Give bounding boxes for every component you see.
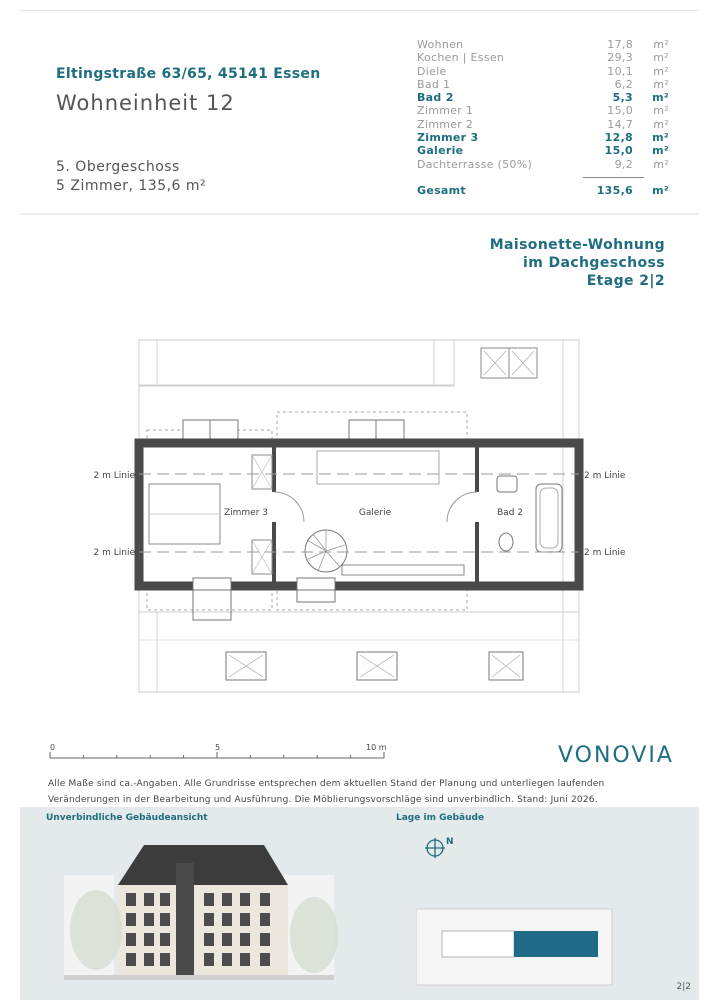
- area-total-unit: m²: [652, 184, 669, 197]
- two-meter-label-left-bottom: 2 m Linie: [93, 548, 135, 558]
- facade-window: [240, 893, 250, 906]
- area-name: Zimmer 1: [417, 104, 474, 118]
- room-label-bad2: Bad 2: [497, 508, 523, 518]
- area-unit: m²: [653, 117, 669, 131]
- area-row: [417, 158, 669, 171]
- railing: [342, 565, 464, 575]
- scale-label-10: 10 m: [366, 743, 387, 752]
- closet-cross: [252, 455, 272, 489]
- facade-window: [160, 933, 170, 946]
- area-value: 14,7: [607, 117, 633, 131]
- facade-window: [160, 893, 170, 906]
- area-value: 9,2: [614, 157, 633, 171]
- page-number: 2|2: [676, 982, 691, 992]
- facade-window: [160, 953, 170, 966]
- facade-window: [126, 933, 136, 946]
- area-row: [417, 38, 669, 51]
- area-unit: m²: [653, 51, 669, 65]
- closet-cross: [252, 540, 272, 574]
- building-illustration: [64, 835, 344, 985]
- skylight-cross: [360, 655, 394, 677]
- floor-plan-drawing: [0, 320, 719, 710]
- tree: [70, 890, 122, 970]
- facade-window: [160, 913, 170, 926]
- ground: [64, 975, 334, 980]
- area-row: [417, 65, 669, 78]
- area-total-name: Gesamt: [417, 184, 466, 197]
- total-rule: [583, 177, 644, 178]
- facade-window: [204, 933, 214, 946]
- area-unit: m²: [652, 131, 669, 145]
- facade-window: [126, 913, 136, 926]
- two-meter-label-left-top: 2 m Linie: [93, 471, 135, 481]
- window: [297, 578, 335, 590]
- location-title: Lage im Gebäude: [396, 813, 485, 823]
- window-frame: [193, 590, 231, 620]
- facade-window: [260, 913, 270, 926]
- floor-plan: [0, 320, 719, 714]
- area-name: Zimmer 2: [417, 117, 474, 131]
- bottom-panel: [20, 807, 699, 1000]
- area-unit: m²: [653, 157, 669, 171]
- window-frame: [297, 590, 335, 602]
- floor-info: [56, 158, 206, 196]
- area-value: 15,0: [604, 144, 633, 158]
- top-border: [20, 0, 699, 11]
- skylight-cross: [229, 655, 263, 677]
- area-row: [417, 144, 669, 157]
- area-value: 17,8: [607, 38, 633, 51]
- facade-window: [144, 893, 154, 906]
- maisonette-info: [490, 236, 665, 290]
- facade-window: [240, 933, 250, 946]
- area-row: [417, 91, 669, 104]
- facade-window: [260, 893, 270, 906]
- facade-window: [240, 913, 250, 926]
- area-row: [417, 78, 669, 91]
- room-label-zimmer3: Zimmer 3: [223, 508, 269, 518]
- building-view-title: Unverbindliche Gebäudeansicht: [46, 813, 208, 823]
- window: [193, 578, 231, 590]
- sink: [497, 476, 517, 492]
- facade-window: [126, 953, 136, 966]
- area-name: Kochen | Essen: [417, 51, 505, 65]
- area-unit: m²: [653, 77, 669, 91]
- unit-highlight: [514, 931, 598, 957]
- area-value: 10,1: [607, 64, 633, 78]
- scale-bar-drawing: [48, 742, 398, 766]
- area-unit: m²: [653, 64, 669, 78]
- stair-tower: [176, 863, 194, 980]
- area-row: [417, 131, 669, 144]
- scale-label-0: 0: [50, 743, 56, 752]
- facade-window: [222, 913, 232, 926]
- area-name: Bad 2: [417, 91, 454, 105]
- facade-window: [204, 913, 214, 926]
- facade-window: [144, 933, 154, 946]
- two-meter-label-right-bottom: 2 m Linie: [584, 548, 626, 558]
- scale-ticks: [50, 752, 384, 758]
- maisonette-line2: im Dachgeschoss: [523, 255, 665, 271]
- facade-window: [222, 933, 232, 946]
- north-label: N: [446, 837, 454, 847]
- room-label-galerie: Galerie: [358, 508, 392, 518]
- area-value: 6,2: [614, 77, 633, 91]
- area-unit: m²: [652, 144, 669, 158]
- scale-label-5: 5: [215, 743, 221, 752]
- maisonette-line3: Etage 2|2: [586, 273, 665, 289]
- area-row: [417, 118, 669, 131]
- area-unit: m²: [653, 104, 669, 118]
- rooms-area: 5 Zimmer, 135,6 m²: [56, 178, 207, 194]
- area-name: Bad 1: [417, 77, 451, 91]
- scale-bar: [48, 742, 398, 770]
- facade-window: [204, 893, 214, 906]
- gallery-void: [317, 451, 439, 484]
- area-value: 12,8: [604, 131, 633, 145]
- area-name: Dachterrasse (50%): [417, 157, 533, 171]
- location-diagram: [416, 907, 616, 987]
- area-total-value: 135,6: [596, 184, 633, 197]
- toilet: [499, 533, 513, 551]
- area-name: Diele: [417, 64, 447, 78]
- area-table: [417, 38, 669, 197]
- facade-window: [222, 953, 232, 966]
- header-divider: [20, 213, 699, 215]
- facade-window: [260, 933, 270, 946]
- roof-terrace-outline: [139, 340, 454, 386]
- address: Eltingstraße 63/65, 45141 Essen: [56, 66, 321, 82]
- skylight-cross: [492, 655, 520, 677]
- facade-window: [144, 913, 154, 926]
- area-unit: m²: [653, 38, 669, 51]
- roof: [118, 845, 288, 885]
- vonovia-logo: VONOVIA: [558, 743, 674, 768]
- other-unit: [442, 931, 514, 957]
- area-row: [417, 51, 669, 64]
- area-value: 29,3: [607, 51, 633, 65]
- maisonette-line1: Maisonette-Wohnung: [489, 237, 665, 253]
- facade-window: [126, 893, 136, 906]
- floor-label: 5. Obergeschoss: [56, 159, 180, 175]
- area-name: Galerie: [417, 144, 464, 158]
- facade-window: [144, 953, 154, 966]
- area-value: 15,0: [607, 104, 633, 118]
- area-total: [417, 184, 669, 197]
- tree: [290, 897, 338, 973]
- door-swing: [274, 492, 304, 522]
- two-meter-label-right-top: 2 m Linie: [584, 471, 626, 481]
- facade-window: [260, 953, 270, 966]
- disclaimer: Alle Maße sind ca.-Angaben. Alle Grundrisse entsprechen dem aktuellen Stand der Planung und unterliegen laufenden Veränderungen in der Bearbeitung und Ausführung. Die Möblierungsvorschläge sind unverbindlich. Stand: Juni 2026.: [48, 779, 605, 805]
- facade-window: [204, 953, 214, 966]
- facade-window: [222, 893, 232, 906]
- area-name: Wohnen: [417, 38, 464, 51]
- area-unit: m²: [652, 91, 669, 105]
- door-swing: [447, 492, 477, 522]
- area-row: [417, 104, 669, 117]
- facade-window: [240, 953, 250, 966]
- area-name: Zimmer 3: [417, 131, 479, 145]
- area-value: 5,3: [612, 91, 633, 105]
- unit-title: Wohneinheit 12: [56, 91, 235, 115]
- north-arrow-icon: [424, 837, 448, 861]
